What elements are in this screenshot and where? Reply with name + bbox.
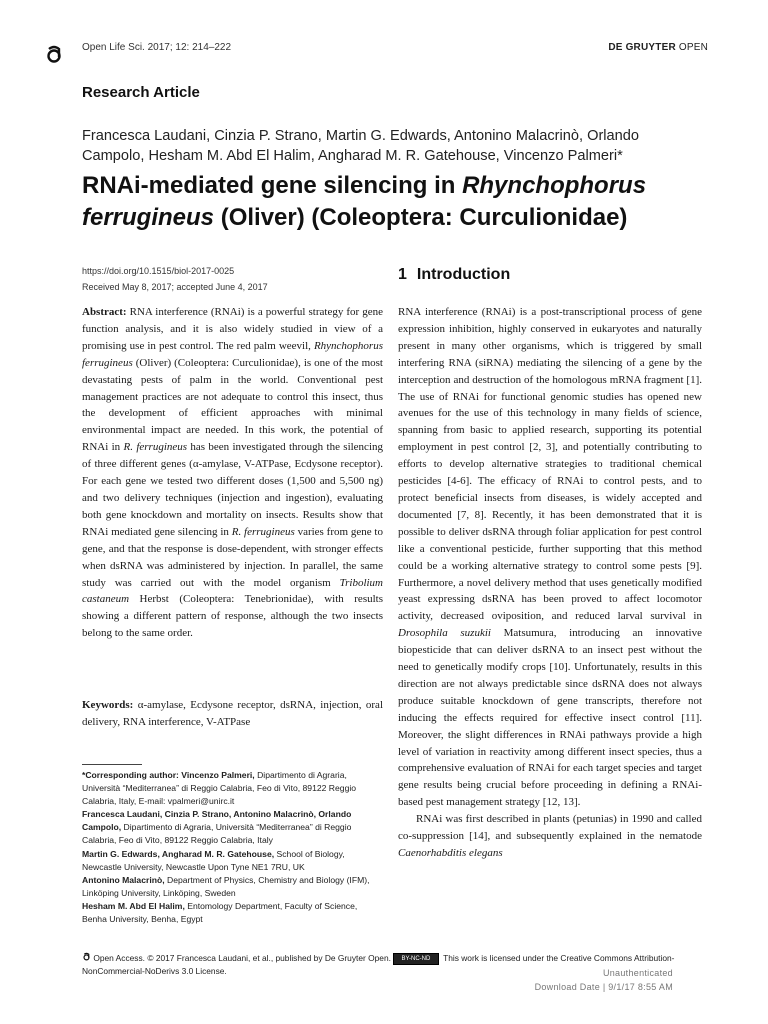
affiliation-text: Dipartimento di Agraria, Università “Mediterranea” di Reggio Calabria, Feo di Vito, 89122 Reggio Calabria, Italy, E-mail: vpalmeri@unirc.it: [82, 770, 357, 807]
affiliation-entry: [82, 900, 384, 926]
doi-link[interactable]: https://doi.org/10.1515/biol-2017-0025: [82, 266, 235, 276]
open-access-icon: [44, 44, 64, 64]
license-text: This work is licensed under the Creative Commons Attribution-NonCommercial-NoDerivs 3.0 License.: [82, 953, 675, 976]
affiliation-authors: Hesham M. Abd El Halim,: [82, 900, 185, 911]
article-type: Research Article: [82, 84, 200, 101]
paragraph: [398, 811, 702, 862]
affiliation-entry: [82, 874, 384, 900]
affiliation-authors: Martin G. Edwards, Angharad M. R. Gatehouse,: [82, 848, 275, 859]
affiliation-authors: Francesca Laudani, Cinzia P. Strano, Antonino Malacrinò, Orlando Campolo,: [82, 809, 352, 833]
publisher-suffix: OPEN: [678, 42, 708, 53]
affiliation-entry: [82, 848, 384, 874]
affiliation-text: Department of Physics, Chemistry and Biology (IFM), Linköping University, Linköping, Sweden: [82, 874, 370, 898]
journal-citation: Open Life Sci. 2017; 12: 214–222: [82, 42, 232, 53]
abstract-label: Abstract:: [82, 306, 127, 318]
title-species: Rhynchophorus ferrugineus: [82, 172, 647, 231]
abstract-species: Tribolium castaneum: [82, 576, 383, 606]
affiliation-text: School of Biology, Newcastle University, Newcastle Upon Tyne NE1 7RU, UK: [82, 848, 345, 872]
affiliation-entry: [82, 808, 384, 847]
keywords-label: Keywords:: [82, 699, 134, 711]
paragraph: [398, 304, 702, 811]
open-access-icon: [82, 952, 91, 961]
introduction-body: [398, 304, 702, 862]
section-title: Introduction: [416, 266, 511, 283]
license-text: Open Access. © 2017 Francesca Laudani, et al., published by De Gruyter Open.: [93, 953, 391, 963]
abstract: [82, 304, 383, 642]
abstract-species: R. ferrugineus: [123, 441, 188, 454]
paragraph-species: Drosophila suzukii: [398, 627, 491, 640]
affiliation-authors: Antonino Malacrinò,: [82, 874, 165, 885]
download-date: Download Date | 9/1/17 8:55 AM: [534, 982, 673, 992]
abstract-text: varies from gene to gene, and that the response is dose-dependent, with stronger effects when dsRNA was administered by injection. In parallel, the same study was carried out with the model organism: [82, 525, 383, 589]
keywords-text: α-amylase, Ecdysone receptor, dsRNA, injection, oral delivery, RNA interference, V-ATPase: [82, 699, 383, 728]
title-part-1: RNAi-mediated gene silencing in: [82, 172, 463, 199]
publisher-logo: [608, 42, 708, 53]
section-heading: [398, 266, 510, 284]
received-dates: Received May 8, 2017; accepted June 4, 2017: [82, 282, 268, 292]
author-affiliations: [82, 769, 384, 926]
affiliation-entry: [82, 769, 384, 808]
access-status: Unauthenticated: [602, 968, 673, 978]
title-part-2: (Oliver) (Coleoptera: Curculionidae): [214, 204, 628, 231]
abstract-text: RNA interference (RNAi) is a powerful strategy for gene function analysis, and it is also widely studied in view of a promising use in pest control. The red palm weevil,: [82, 306, 383, 352]
keywords: [82, 697, 383, 731]
abstract-text: Herbst (Coleoptera: Tenebrionidae), with results showing a different pattern of response, although the two insects belong to the same order.: [82, 593, 383, 640]
publisher-name: DE GRUYTER: [608, 42, 676, 53]
abstract-text: has been investigated through the silencing of three different genes (α-amylase, V-ATPase, Ecdysone receptor). For each gene we tested two different doses (1,500 and 5,500 ng) and two delivery techniques (injection and ingestion), evaluating both gene knockdown and mortality on insects. Results show that RNAi mediated gene silencing in: [82, 441, 383, 538]
paragraph-text: RNAi was first described in plants (petunias) in 1990 and called co-suppression [14], and subsequently explained in the nematode: [398, 813, 702, 843]
affiliation-authors: *Corresponding author: Vincenzo Palmeri,: [82, 770, 255, 780]
author-list: Francesca Laudani, Cinzia P. Strano, Martin G. Edwards, Antonino Malacrinò, Orlando Campolo, Hesham M. Abd El Halim, Angharad M. R. Gatehouse, Vincenzo Palmeri*: [82, 128, 640, 164]
footnote-divider: [82, 764, 142, 765]
paragraph-text: RNA interference (RNAi) is a post-transcriptional process of gene expression inhibition, highly conserved in eukaryotes and naturally present in many other organisms, which is triggered by small interfering RNA (siRNA) mediating the silencing of a gene by the interception and destruction of the homologous mRNA fragment [1]. The use of RNAi for functional genomic studies has opened new avenues for the use of this technology in many fields of science, spanning from basic to applied research, supporting its potential employment in pest control [2, 3], and potentially contributing to efforts to develop alternative strategies to traditional chemical pesticides [4-6]. The efficacy of RNAi to control pests, and to protect beneficial insects from diseases, is widely accepted and documented [7, 8]. Recently, it has been demonstrated that it is possible to deliver dsRNA through foliar application for pest control like a conventional pesticide, further supporting that this method could be a working alternative strategy to control some pests [9]. Furthermore, a novel delivery method that uses genetically modified yeast expressing dsRNA has been proved to affect locomotor activity, decreased oviposition, and reduced larval survival in: [398, 306, 702, 623]
paragraph-text: Matsumura, introducing an innovative biopesticide that can deliver dsRNA to an insect pest without the need to genetically modify crops [10]. Unfortunately, results in this direction are not always predictable since dsRNA does not always produce suitable knockdown of gene transcripts, therefore not inducing the effects required for effective insect control [11]. Moreover, the slight differences in RNAi pathways provide a high level of variation in reactivity among different insect species, thus a comprehensive evaluation of RNAi for each target species and target gene results being crucial before proceeding in defining a RNAi-based pest management strategy [12, 13].: [398, 627, 702, 809]
affiliation-text: Entomology Department, Faculty of Science, Benha University, Benha, Egypt: [82, 900, 358, 925]
abstract-species: Rhynchophorus ferrugineus: [82, 339, 383, 369]
abstract-species: R. ferrugineus: [231, 525, 295, 538]
article-title: [82, 170, 702, 234]
affiliation-text: Dipartimento di Agraria, Università “Mediterranea” di Reggio Calabria, Feo di Vito, 89122 Reggio Calabria, Italy: [82, 822, 352, 846]
cc-license-badge[interactable]: BY-NC-ND: [393, 953, 439, 965]
abstract-text: (Oliver) (Coleoptera: Curculionidae), is one of the most devastating pests of palm in the world. Conventional pest management practices are not adequate to control this insect, thus the development of efficient approaches with minimal environmental impact are needed. In this work, the potential of RNAi in: [82, 356, 383, 454]
paragraph-species: Caenorhabditis elegans: [398, 847, 503, 859]
section-number: 1: [398, 266, 407, 283]
